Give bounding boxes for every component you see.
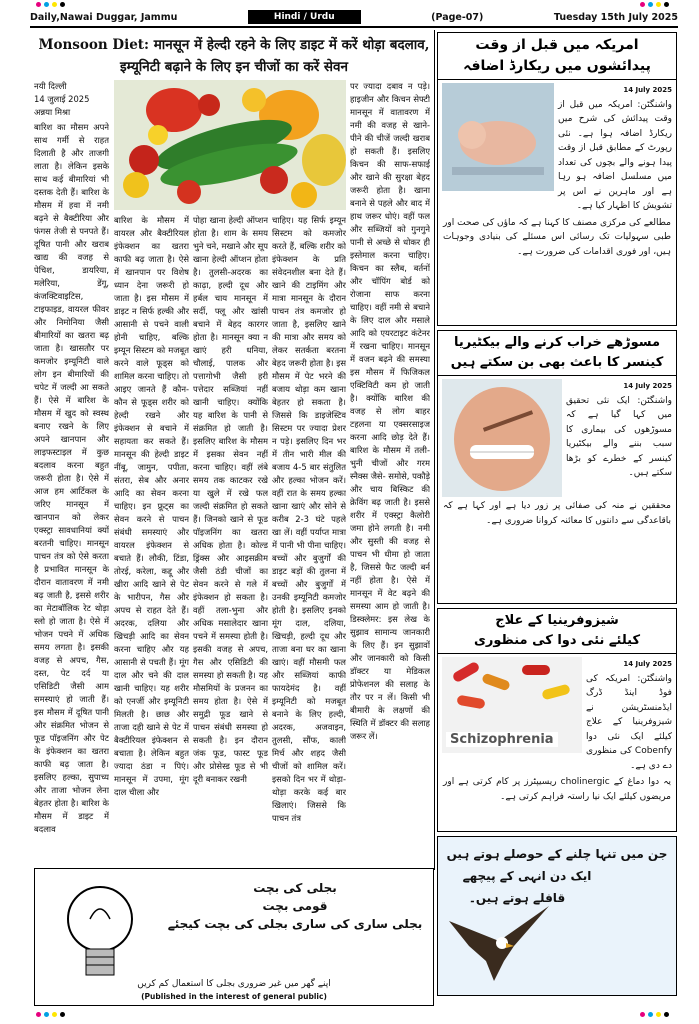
story-date: 14 July 2025 xyxy=(623,660,672,668)
story-text-1 xyxy=(558,83,672,214)
headline-line-2: کینسر کا باعث بھی بن سکتے ہیں xyxy=(450,355,664,370)
article-column-c: चाहिए। यह सिर्फ इम्यून सिस्टम को कमजोर करते हैं, बल्कि शरीर को इंफेक्शन के प्रति संवेदनशील बना देते हैं। खाने की टाइमिंग और मात्रा मानसून के दौरान पाचन तंत्र कमजोर हो जाता है, इसलिए खाने की मात्रा और समय को लेकर सतर्कता बरतना बेहद जरूरी होता है। इस मौसम में पेट भरने की बजाय थोड़ा कम खाना बेहतर हो सकता है। जिससे कि डाइजेस्टिव सिस्टम पर ज्यादा प्रेशर न पड़े। इसलिए दिन भर में तीन भारी मील की बजाय 4-5 बार संतुलित और हल्का भोजन करें। वहीं रात के समय हल्का खाना खाएं और सोने से करीब 2-3 घंटे पहले खा लें। वहीं पर्याप्त मात्रा में पानी भी पीना चाहिए। बच्चों और बुजुर्गों की डाइट बड़ों की तुलना में बच्चों और बुजुर्गों में उनकी इम्यूनिटी कमजोर होती है। इसलिए इनको मूंग दाल, दलिया, खिचड़ी, हल्दी दूध और ताजा बना घर का खाना खाएं। वहीं मौसमी फल और सब्जियां काफी फायदेमंद है। वहीं इम्यूनिटी को मजबूत बनाने के लिए हल्दी, अदरक, अजवाइन, तुलसी, सौंफ, काली मिर्च और शहद जैसी चीजों को शामिल करें। इसको दिन भर में थोड़ा-थोड़ा करके कई बार खिलाएं। जिससे कि पाचन तंत्र xyxy=(272,215,346,823)
vegetables-photo xyxy=(114,80,346,210)
story-date: 14 July 2025 xyxy=(623,86,672,94)
ad-line-2: ایک دن انہی کے پیچھے xyxy=(462,869,592,883)
story-date: 14 July 2025 xyxy=(623,382,672,390)
story-text-1 xyxy=(566,379,672,497)
story-text-2: محققین نے منہ کی صفائی پر زور دیا ہے اور کہا ہے کہ باقاعدگی سے دانتوں کا معائنہ کروانا ضروری ہے۔ xyxy=(443,501,671,526)
story-text-1 xyxy=(586,657,672,773)
article-column-b: पोहा खाना हेल्दी ऑप्शन होता है। शाम के समय भुने चने, मखाने और सूप खाना हेल्दी ऑप्शन होता है। तुलसी-अदरक का काढ़ा, हल्दी दूध और हर्बल चाय मानसून में सर्दी, फ्लू और खांसी बचाने में बेहद कारगर होता है। मानसून क्या न खाएं हरी धनिया, चौलाई, पालक और पत्तागोभी जैसी हरी पत्तेदार सब्जियां नहीं खानी चाहिए। क्योंकि यह बारिश के पानी से संक्रमित हो जाती है। इसलिए बारिश के मौसम में इसका सेवन नहीं करना चाहिए। वहीं लंबे समय तक काटकर रखे या खुले में रखे फल जल्दी संक्रमित हो सकते हैं। जिनको खाने से फूड पॉइजनिंग का खतरा अधिक होता है। कोल्ड ड्रिंक्स और आइसक्रीम जैसी ठंडी चीजों का सेवन करने से गले में इंफेक्शन हो सकता है। वहीं तला-भुना और अधिक मसालेदार खाना पचने में समस्या होती है। इसकी वजह से अपच, गैस और एसिडिटी की समस्या हो सकती है। यह मौसमियों के प्रजनन का समय होता है। ऐसे में समुद्री फूड खाने से पाचन संबंधी समस्या हो सकती है। इन दौरान जंक फूड, फास्ट फूड और प्रोसेस्ड फूड से भी दूरी बनाकर रखनी xyxy=(193,215,268,784)
ad-line-2: قومی بچت xyxy=(262,899,328,913)
ad-note: (Published in the interest of general public) xyxy=(141,992,327,1001)
headline-line-1: امریکہ میں قبل از وقت xyxy=(475,37,639,53)
headline-line-1: شیزوفرینیا کے علاج xyxy=(495,613,619,628)
motivational-ad xyxy=(437,836,677,996)
main-headline: Monsoon Diet: मानसून में हेल्दी रहने के लिए डाइट में करें थोड़ा बदलाव, इम्यूनिटी बढ़ाने के लिए इन चीजों का करें सेवन xyxy=(38,37,430,75)
headline-line-2: پیدائشوں میں ریکارڈ اضافہ xyxy=(463,58,651,74)
ad-line-3: بجلی ساری کی ساری بجلی کی بچت کیجئے xyxy=(167,917,423,931)
language-label: Hindi / Urdu xyxy=(248,10,361,24)
story-paragraph: واشنگٹن: امریکہ کی فوڈ اینڈ ڈرگ ایڈمنسٹریشن نے شیزوفرینیا کے علاج کیلئے ایک نئی دوا Cobenfy کی منظوری دے دی ہے۔ xyxy=(586,673,672,771)
column-text: बारिश का मौसम अपने साथ गर्मी से राहत दिलाती है और ताजगी लाता है। लेकिन इसके साथ कई बीमारियां भी दस्तक देती हैं। बारिश के मौसम में हवा में नमी बढ़ने से बैक्टीरिया और फंगस तेजी से पनपते हैं। दूषित पानी और खराब खाद्य की वजह से पेचिश, डायरिया, मलेरिया, डेंगू, कंजक्टिवाइटिस, टाइफाइड, वायरल फीवर और निमोनिया जैसी बीमारियों का खतरा बढ़ जाता है। खासतौर पर कमजोर इम्यूनिटी वाले लोग इन बीमारियों की चपेट में जल्दी आ सकते हैं। ऐसे में बारिश के मौसम में खुद को स्वस्थ बनाए रखने के लिए अपने खानपान और लाइफस्टाइल में कुछ बदलाव करना बहुत जरूरी होता है। ऐसे में आज हम आर्टिकल के जरिए मानसून में खानपान को लेकर एक्स्ट्रा सावधानियां क्यों बरतनी चाहिए। मानसून पाचन तंत्र को ऐसे करता है प्रभावित मानसून के दौरान वातावरण में नमी बढ़ जाती है, इससे शरीर का मेटाबॉलिक रेट थोड़ा स्लो हो जाता है। ऐसे में भोजन पचने में अधिक समय लगता है। इसकी वजह से अपच, गैस, दस्त, पेट दर्द या एसिडिटी जैसी आम समस्याएं हो जाती हैं। इस मौसम में दूषित पानी और संक्रमित भोजन से फूड पॉइजनिंग और पेट के इंफेक्शन का खतरा काफी बढ़ जाता है। इसलिए हल्का, सुपाच्य और ताजा भोजन लेना बेहतर होता है। बारिश के मौसम में डाइट में बदलाव xyxy=(34,122,109,834)
article-column-left xyxy=(34,80,109,870)
page-number: (Page-07) xyxy=(431,11,484,23)
electricity-saving-ad xyxy=(34,868,434,1006)
story-text-2: یہ دوا دماغ کے cholinergic ریسیپٹرز پر کام کرتی ہے اور مریضوں کیلئے ایک نیا راستہ فراہم کرتی ہے۔ xyxy=(443,777,672,802)
issue-date: Tuesday 15th July 2025 xyxy=(553,11,678,23)
pills-photo xyxy=(442,657,582,753)
ad-line-3: قافلے ہوتے ہیں۔ xyxy=(468,891,566,905)
ad-line-1: جن میں تنہا چلنے کے حوصلے ہوتے ہیں xyxy=(446,847,668,861)
column-divider xyxy=(434,30,435,870)
schizophrenia-label: Schizophrenia xyxy=(446,732,558,747)
story-headline xyxy=(438,331,676,376)
headline-line-1: مسوڑھے خراب کرنے والے بیکٹیریا xyxy=(453,335,660,350)
story-headline xyxy=(438,609,676,654)
story-headline xyxy=(438,33,676,80)
article-column-a: बारिश के मौसम में वायरल और बैक्टीरियल इंफेक्शन का खतरा काफी बढ़ जाता है। ऐसे में खानपान पर विशेष ध्यान देना जरूरी हो जाता है। इस मौसम में डाइट न सिर्फ हल्की और आसानी से पचने वाली होनी चाहिए, बल्कि इम्यून सिस्टम को मजबूत करने वाले फूड्स को शामिल करना चाहिए। तो आइए जानते हैं कौन-कौन से फूड्स शरीर को हेल्दी रखने और इंफेक्शन से बचाने में सहायता कर सकते हैं। मानसून की हेल्दी डाइट नींबू, जामुन, पपीता, संतरा, सेब और अनार आदि का सेवन करना चाहिए। इन फ्रूट्स का सेवन करने से पाचन संबंधी समस्याएं और वायरल इंफेक्शन से बचाते हैं। लौकी, टिंडा, तोरई, करेला, कद्दू और खीरा आदि खाने से पेट के भारीपन, गैस और अपच से राहत देते हैं। अदरक, दलिया और खिचड़ी आदि का सेवन करना चाहिए और यह आसानी से पचती हैं। मूंग दाल और चने की दाल खानी चाहिए। यह शरीर को एनर्जी और इम्यूनिटी मिलती है। छाछ और ताजा दही खाने से पेट में बैक्टीरियल इंफेक्शन से बचाता है। लेकिन बहुत ज्यादा ठंडा न पिएं। मानसून में उपमा, मूंग दाल चीला और xyxy=(114,215,189,797)
story-paragraph: واشنگٹن: امریکہ میں قبل از وقت پیدائش کی شرح میں ریکارڈ اضافہ ہوا ہے۔ نئی رپورٹ کے مطابق قبل از وقت پیدا ہونے والے بچوں کی تعداد میں مسلسل اضافہ ہو رہا ہے اور ماہرین نے اس پر تشویش کا اظہار کیا ہے۔ xyxy=(558,99,672,211)
story-text-2: مطالعے کی مرکزی مصنف کا کہنا ہے کہ ماؤں کی صحت اور طبی سہولیات تک رسائی اس مسئلے کی بنیادی وجوہات ہیں، اور فوری اقدامات کی ضرورت ہے۔ xyxy=(443,217,671,257)
lightbulb-icon xyxy=(55,879,145,989)
masthead xyxy=(30,8,678,28)
dateline: नयी दिल्ली 14 जुलाई 2025 अन्नया मिश्रा xyxy=(34,81,90,117)
eagle-icon xyxy=(444,901,554,991)
urdu-story-gum-bacteria xyxy=(437,330,677,604)
smiling-man-photo xyxy=(442,379,562,497)
print-registration-dots-bottom xyxy=(0,1012,699,1020)
article-column-d: पर ज्यादा दबाव न पड़े। हाइजीन और किचन सेफ्टी मानसून में वातावरण में नमी की वजह से खाने-पीने की चीजें जल्दी खराब हो सकती हैं। इसलिए किचन की साफ-सफाई और खाने की सुरक्षा बेहद जरूरी होता है। खाना बनाने से पहले और बाद में हाथ जरूर धोएं। वहीं फल और सब्जियों को गुनगुने पानी से अच्छे से धोकर ही इस्तेमाल करना चाहिए। किचन का स्लैब, बर्तनों और चॉपिंग बोर्ड को रोजाना साफ करना चाहिए। वहीं नमी से बचाने के लिए दाल और मसाले आदि को एयरटाइट कंटेनर में रखना चाहिए। मानसून में वजन बढ़ने की समस्या इस मौसम में फिजिकल एक्टिविटी कम हो जाती है। क्योंकि बारिश की वजह से लोग बाहर टहलना या एक्सरसाइज करना आदि छोड़ देते हैं। बारिश के मौसम में तली-भुनी चीजों और गरम स्नैक्स जैसे- समोसे, पकौड़े और चाय बिस्किट की क्रेविंग बढ़ जाती है। इससे शरीर में एक्स्ट्रा कैलोरी जमा होने लगती है। नमी और सुस्ती की वजह से पाचन भी धीमा हो जाता है, जिससे फैट जल्दी बर्न नहीं होता है। ऐसे में मानसून में वेट बढ़ने की समस्या आम हो जाती है। डिस्क्लेमर: इस लेख के सुझाव सामान्य जानकारी के लिए हैं। इन सुझावों और जानकारी को किसी डॉक्टर या मेडिकल प्रोफेशनल की सलाह के तौर पर न लें। किसी भी बीमारी के लक्षणों की स्थिति में डॉक्टर की सलाह जरूर लें। xyxy=(350,81,430,741)
ad-footer: اپنے گھر میں غیر ضروری بجلی کا استعمال کم کریں xyxy=(137,979,331,989)
baby-photo xyxy=(442,83,554,191)
ad-line-1: بجلی کی بچت xyxy=(253,881,337,895)
story-paragraph: واشنگٹن: ایک نئی تحقیق میں کہا گیا ہے کہ مسوڑھوں کی بیماری کا سبب بننے والے بیکٹیریا کینسر کے خطرے کو بڑھا سکتے ہیں۔ xyxy=(566,395,672,478)
publication-name: Daily,Nawai Duggar, Jammu xyxy=(30,11,178,23)
headline-line-2: کیلئے نئی دوا کی منظوری xyxy=(473,633,641,648)
urdu-story-preterm-births xyxy=(437,32,677,326)
urdu-story-schizophrenia xyxy=(437,608,677,832)
